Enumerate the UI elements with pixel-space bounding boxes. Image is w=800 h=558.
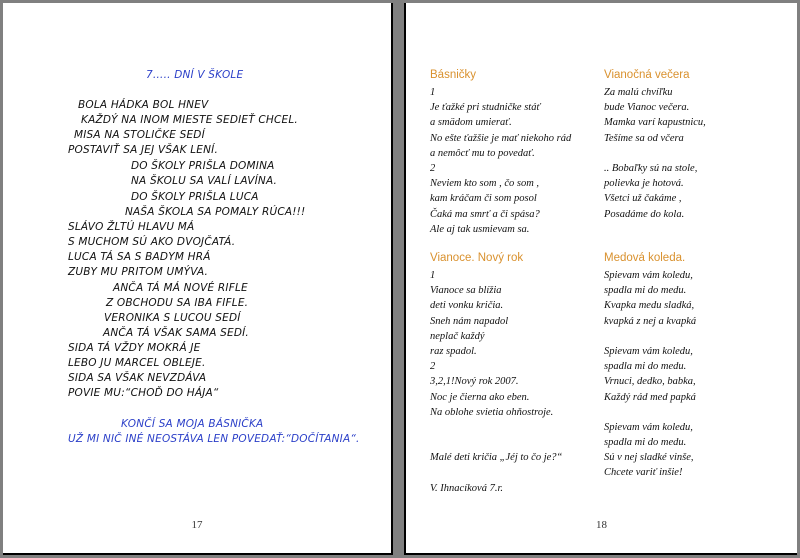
poem-heading: Vianočná večera xyxy=(604,69,690,81)
poem-line: No ešte ťažšie je mať niekoho rád xyxy=(430,132,572,144)
poem-line: BOLA HÁDKA BOL HNEV xyxy=(78,99,209,111)
poem-title: 7….. DNÍ V ŠKOLE xyxy=(146,69,244,81)
poem-line: POSTAVIŤ SA JEJ VŠAK LENÍ. xyxy=(68,144,218,156)
poem-line: kam kráčam či som posol xyxy=(430,193,537,205)
poem-line: Na oblohe svietia ohňostroje. xyxy=(430,406,554,418)
poem-line: NAŠA ŠKOLA SA POMALY RÚCA!!! xyxy=(125,206,306,218)
poem-line: kvapká z nej a kvapká xyxy=(604,315,697,327)
poem-line xyxy=(430,420,562,435)
poem-line: POVIE MU:“CHOĎ DO HÁJA“ xyxy=(68,387,219,399)
poem-line: V. Ihnacíková 7.r. xyxy=(430,482,504,494)
poem-line xyxy=(604,146,706,161)
poem-ending-line: KONČÍ SA MOJA BÁSNIČKA xyxy=(121,418,264,430)
poem-line: ANČA TÁ MÁ NOVÉ RIFLE xyxy=(113,282,248,294)
poem-line: MISA NA STOLIČKE SEDÍ xyxy=(74,129,205,141)
poem-heading: Básničky xyxy=(430,69,477,81)
poem-line: Spievam vám koledu, xyxy=(604,345,693,357)
poem-ending-line: UŽ MI NIČ INÉ NEOSTÁVA LEN POVEDAŤ:“DOČÍTANIA“. xyxy=(68,433,360,445)
poem-line: Všetci už čakáme , xyxy=(604,193,682,205)
poem-line: Každý rád med papká xyxy=(604,391,696,403)
poem-medova-koleda xyxy=(604,250,696,481)
poem-heading: Vianoce. Nový rok xyxy=(430,252,524,264)
poem-line: polievka je hotová. xyxy=(604,178,684,190)
poem-line: 2 xyxy=(430,162,436,174)
poem-line: ZUBY MU PRITOM UMÝVA. xyxy=(68,266,209,278)
poem-line: 2 xyxy=(430,361,436,373)
poem-vianocna-vecera xyxy=(604,67,706,222)
poem-line: spadla mi do medu. xyxy=(604,361,687,373)
poem-heading: Medová koleda. xyxy=(604,252,686,264)
poem-line: Vrnuci, dedko, babka, xyxy=(604,376,696,388)
poem-line: spadla mi do medu. xyxy=(604,437,687,449)
poem-line: KAŽDÝ NA INOM MIESTE SEDIEŤ CHCEL. xyxy=(81,114,298,126)
poem-line: bude Vianoc večera. xyxy=(604,102,690,114)
poem-line: Z OBCHODU SA IBA FIFLE. xyxy=(106,297,249,309)
poem-line: SIDA TÁ VŽDY MOKRÁ JE xyxy=(68,342,201,354)
poem-line: DO ŠKOLY PRIŠLA LUCA xyxy=(131,191,259,203)
poem-line: 1 xyxy=(430,270,436,281)
poem-line: SLÁVO ŽLTÚ HLAVU MÁ xyxy=(68,221,195,233)
poem-line: Posadáme do kola. xyxy=(604,208,685,220)
poem-line: neplač každý xyxy=(430,330,485,342)
poem-line: S MUCHOM SÚ AKO DVOJČATÁ. xyxy=(68,236,236,248)
poem-line: 1 xyxy=(430,87,436,98)
poem-line xyxy=(430,465,562,480)
poem-line: Spievam vám koledu, xyxy=(604,421,693,433)
poem-line: VERONIKA S LUCOU SEDÍ xyxy=(104,312,241,324)
poem-line: .. Bobaľky sú na stole, xyxy=(604,162,698,174)
poem-line: Vianoce sa blížia xyxy=(430,285,502,297)
poem-line: 3,2,1!Nový rok 2007. xyxy=(430,376,519,388)
poem-line: a nemôcť mu to povedať. xyxy=(430,147,535,159)
poem-line: Malé deti kričia „Jéj to čo je?“ xyxy=(430,452,563,464)
poem-line: a smädom umierať. xyxy=(430,117,512,129)
poem-line xyxy=(604,329,696,344)
poem-line: Neviem kto som , čo som , xyxy=(430,178,540,190)
page-number: 17 xyxy=(191,519,203,531)
page-18 xyxy=(404,3,797,555)
poem-line: Spievam vám koledu, xyxy=(604,270,693,281)
poem-line: Mamka varí kapustnicu, xyxy=(604,117,706,129)
poem-line: LEBO JU MARCEL OBLEJE. xyxy=(68,357,206,369)
poem-line: spadla mi do medu. xyxy=(604,285,687,297)
poem-line: Ale aj tak usmievam sa. xyxy=(430,223,530,235)
poem-line: Je ťažké pri studničke stáť xyxy=(430,102,541,114)
poem-line: raz spadol. xyxy=(430,345,477,357)
poem-line: Sú v nej sladké vinše, xyxy=(604,452,694,464)
poem-vianoce-novy-rok xyxy=(430,250,562,496)
poem-line: Tešíme sa od včera xyxy=(604,132,684,144)
poem-line: SIDA SA VŠAK NEVZDÁVA xyxy=(68,372,207,384)
page-number: 18 xyxy=(596,519,607,531)
poem-line: Chcete variť inšie! xyxy=(604,467,683,479)
poem-line: DO ŠKOLY PRIŠLA DOMINA xyxy=(131,160,275,172)
poem-line: Kvapka medu sladká, xyxy=(604,300,695,312)
poem-line: Za malú chvíľku xyxy=(604,87,673,98)
poem-line: Noc je čierna ako eben. xyxy=(430,391,530,403)
poem-line xyxy=(604,405,696,420)
poem-line: deti vonku kričia. xyxy=(430,300,504,312)
poem-line xyxy=(430,435,562,450)
poem-line: Sneh nám napadol xyxy=(430,315,509,327)
poem-line: NA ŠKOLU SA VALÍ LAVÍNA. xyxy=(131,175,278,187)
poem-line: LUCA TÁ SA S BADYM HRÁ xyxy=(68,251,211,263)
poem-basnicky xyxy=(430,67,571,237)
poem-line: ANČA TÁ VŠAK SAMA SEDÍ. xyxy=(103,327,249,339)
page-17 xyxy=(3,3,393,555)
poem-line: Čaká ma smrť a či spása? xyxy=(430,208,540,220)
